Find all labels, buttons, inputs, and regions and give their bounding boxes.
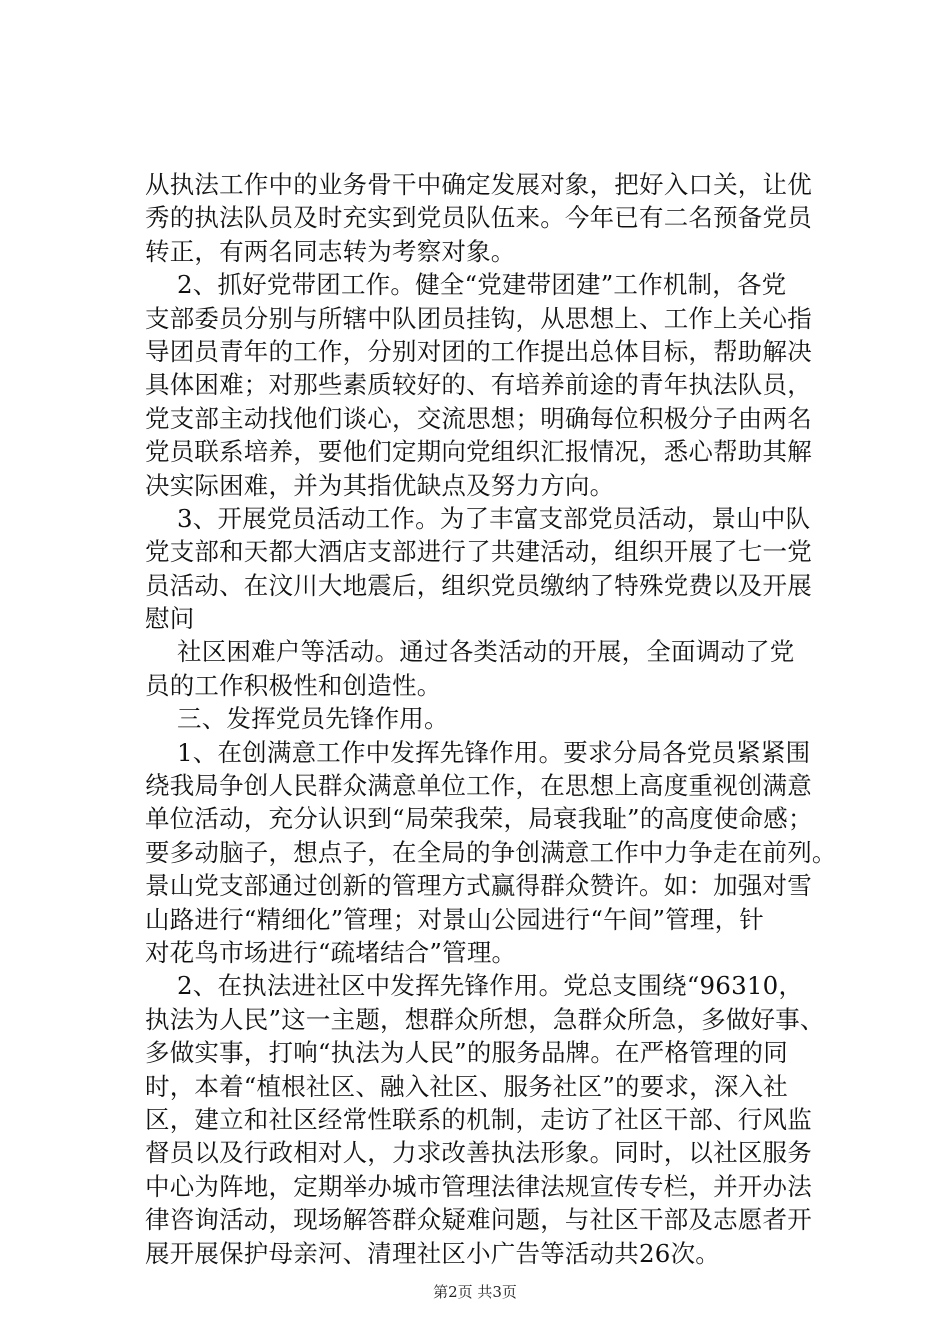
text-line: 党员联系培养，要他们定期向党组织汇报情况，悉心帮助其解 [145,437,812,467]
paragraph-start-line: 3、开展党员活动工作。为了丰富支部党员活动，景山中队 [177,503,811,533]
text-line: 转正，有两名同志转为考察对象。 [145,236,516,266]
paragraph-start-line: 社区困难户等活动。通过各类活动的开展，全面调动了党 [177,637,795,667]
text-line: 从执法工作中的业务骨干中确定发展对象，把好入口关，让优 [145,170,812,199]
text-line: 时，本着“植根社区、融入社区、服务社区”的要求，深入社 [145,1071,788,1101]
text-line: 员活动、在汶川大地震后，组织党员缴纳了特殊党费以及开展 [145,570,812,600]
text-line: 山路进行“精细化”管理；对景山公园进行“午间”管理，针 [145,904,764,934]
text-line: 秀的执法队员及时充实到党员队伍来。今年已有二名预备党员 [145,203,812,233]
text-line: 单位活动，充分认识到“局荣我荣，局衰我耻”的高度使命感； [145,804,813,834]
text-line: 决实际困难，并为其指优缺点及努力方向。 [145,470,615,500]
paragraph-start-line: 1、在创满意工作中发挥先锋作用。要求分局各党员紧紧围 [177,737,811,767]
section-heading: 三、发挥党员先锋作用。 [177,704,449,734]
text-line: 党支部和天都大酒店支部进行了共建活动，组织开展了七一党 [145,537,812,567]
text-line: 绕我局争创人民群众满意单位工作，在思想上高度重视创满意 [145,771,812,801]
text-line: 支部委员分别与所辖中队团员挂钩，从思想上、工作上关心指 [145,303,812,333]
text-line: 执法为人民”这一主题，想群众所想，急群众所急，多做好事、 [145,1004,825,1034]
text-line: 具体困难；对那些素质较好的、有培养前途的青年执法队员， [145,370,812,400]
text-line: 员的工作积极性和创造性。 [145,670,442,700]
text-line: 对花鸟市场进行“疏堵结合”管理。 [145,937,517,967]
paragraph-start-line: 2、抓好党带团工作。健全“党建带团建”工作机制，各党 [177,270,787,300]
paragraph-start-line: 2、在执法进社区中发挥先锋作用。党总支围绕“96310， [177,971,804,1001]
text-line: 景山党支部通过创新的管理方式赢得群众赞许。如：加强对雪 [145,871,812,901]
text-line: 慰问 [145,604,195,634]
document-body [145,168,845,1270]
text-line: 督员以及行政相对人，力求改善执法形象。同时，以社区服务 [145,1138,812,1168]
text-line: 多做实事，打响“执法为人民”的服务品牌。在严格管理的同 [145,1038,788,1068]
text-line: 导团员青年的工作，分别对团的工作提出总体目标，帮助解决 [145,336,812,366]
text-line: 区，建立和社区经常性联系的机制，走访了社区干部、行风监 [145,1104,812,1134]
page-number-footer: 第2页 共3页 [433,1283,517,1301]
text-line: 律咨询活动，现场解答群众疑难问题，与社区干部及志愿者开 [145,1205,812,1235]
text-line: 展开展保护母亲河、清理社区小广告等活动共26次。 [145,1238,720,1268]
text-line: 要多动脑子，想点子，在全局的争创满意工作中力争走在前列。 [145,837,837,867]
text-line: 党支部主动找他们谈心，交流思想；明确每位积极分子由两名 [145,403,812,433]
text-line: 中心为阵地，定期举办城市管理法律法规宣传专栏，并开办法 [145,1171,812,1201]
